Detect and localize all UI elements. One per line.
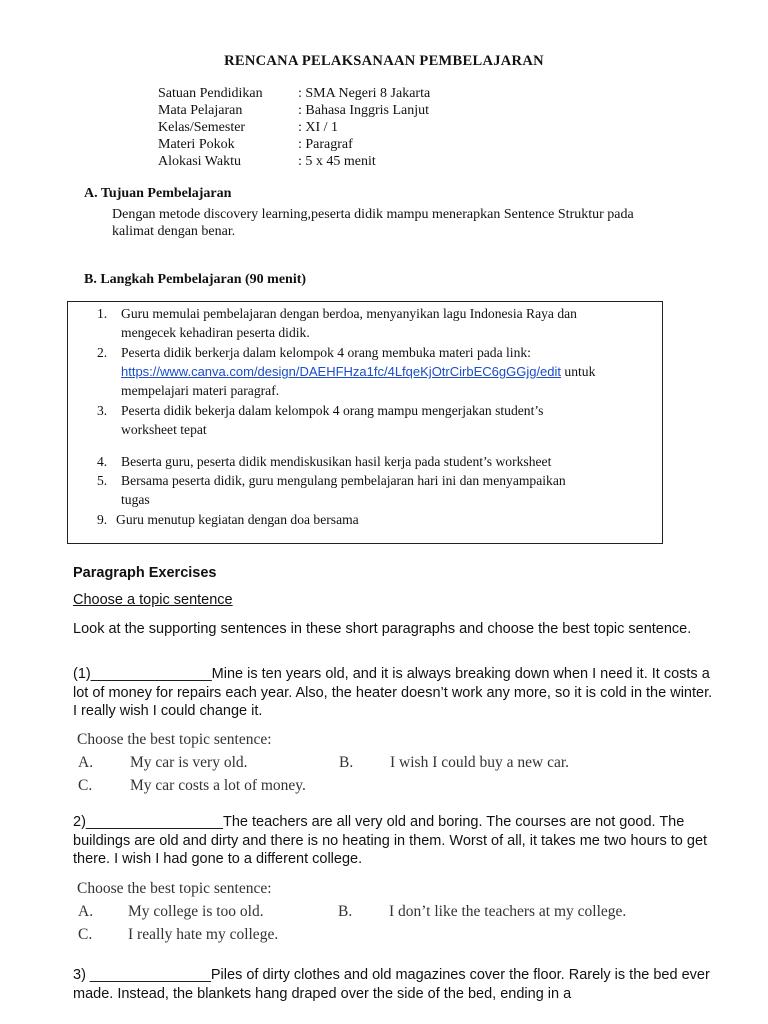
choice-label-b: B.	[338, 903, 353, 920]
steps-box	[67, 301, 663, 544]
choice-label-a: A.	[78, 903, 94, 920]
step-text-line: mengecek kehadiran peserta didik.	[121, 325, 310, 340]
section-a-line-2: kalimat dengan benar.	[112, 224, 236, 239]
info-key: Materi Pokok	[158, 137, 235, 152]
info-value: : 5 x 45 menit	[298, 154, 376, 169]
step-text-line: tugas	[121, 492, 150, 507]
choice-text-b: I wish I could buy a new car.	[390, 754, 570, 771]
choice-prompt: Choose the best topic sentence:	[77, 880, 272, 897]
step-text-line: Peserta didik bekerja dalam kelompok 4 orang mampu mengerjakan student’s	[121, 403, 544, 418]
step-number: 4.	[97, 454, 108, 469]
question-1-choices	[77, 728, 677, 798]
section-b-heading: B. Langkah Pembelajaran (90 menit)	[84, 272, 307, 287]
step-number: 3.	[97, 403, 108, 418]
choice-label-c: C.	[78, 777, 93, 794]
choice-label-a: A.	[78, 754, 94, 771]
question-1-text: (1)_______________Mine is ten years old, and it is always breaking down when I need it. It costs a lot of money for repairs each year. Also, the heater doesn’t work any more, so it is cold in the winter. I really wish I could change it.	[73, 666, 713, 719]
step-number: 2.	[97, 345, 108, 360]
section-a-heading: A. Tujuan Pembelajaran	[84, 186, 232, 201]
step-text-line: Guru menutup kegiatan dengan doa bersama	[116, 512, 359, 527]
step-text-line: mempelajari materi paragraf.	[121, 383, 280, 398]
document-title: RENCANA PELAKSANAAN PEMBELAJARAN	[224, 53, 544, 69]
info-key: Alokasi Waktu	[158, 154, 241, 169]
question-2-text: 2)_________________The teachers are all very old and boring. The courses are not good. The buildings are old and dirty and there is no heating in them. Worst of all, it takes me two hours to get there. I wish I had gone to a different college.	[73, 814, 708, 867]
step-text-line: Beserta guru, peserta didik mendiskusikan hasil kerja pada student’s worksheet	[121, 454, 552, 469]
info-key: Satuan Pendidikan	[158, 86, 263, 101]
info-value: : SMA Negeri 8 Jakarta	[298, 86, 431, 101]
question-2-choices	[77, 877, 697, 947]
section-a-line-1: Dengan metode discovery learning,peserta didik mampu menerapkan Sentence Struktur pada	[112, 207, 634, 222]
info-key: Kelas/Semester	[158, 120, 246, 135]
step-text-line: Peserta didik berkerja dalam kelompok 4 orang membuka materi pada link:	[121, 345, 531, 360]
choice-label-c: C.	[78, 926, 93, 943]
choice-prompt: Choose the best topic sentence:	[77, 731, 272, 748]
step-number: 1.	[97, 306, 108, 321]
choice-text-a: My car is very old.	[130, 754, 248, 771]
choice-text-b: I don’t like the teachers at my college.	[389, 903, 627, 920]
exercises-intro: Look at the supporting sentences in these short paragraphs and choose the best topic sentence.	[73, 621, 692, 637]
step-number: 5.	[97, 473, 108, 488]
exercises-subheading: Choose a topic sentence	[73, 592, 233, 608]
step-number: 9.	[97, 512, 108, 527]
choice-text-a: My college is too old.	[128, 903, 264, 920]
step-link-line	[121, 362, 661, 381]
exercises-heading: Paragraph Exercises	[73, 565, 217, 581]
info-value: : Bahasa Inggris Lanjut	[298, 103, 430, 118]
choice-text-c: My car costs a lot of money.	[130, 777, 306, 794]
info-value: : XI / 1	[298, 120, 339, 135]
step-text-line: Guru memulai pembelajaran dengan berdoa, menyanyikan lagu Indonesia Raya dan	[121, 306, 577, 321]
step-link-suffix: untuk	[561, 364, 596, 379]
info-value: : Paragraf	[298, 137, 353, 152]
info-key: Mata Pelajaran	[158, 103, 243, 118]
step-text-line: Bersama peserta didik, guru mengulang pembelajaran hari ini dan menyampaikan	[121, 473, 566, 488]
canva-link[interactable]: https://www.canva.com/design/DAEHFHza1fc/4LfqeKjOtrCirbEC6gGGjg/edit	[121, 364, 562, 379]
choice-label-b: B.	[339, 754, 354, 771]
step-text-line: worksheet tepat	[121, 422, 207, 437]
choice-text-c: I really hate my college.	[128, 926, 279, 943]
question-3-text: 3) _______________Piles of dirty clothes and old magazines cover the floor. Rarely is the bed ever made. Instead, the blankets hang draped over the side of the bed, ending in a	[73, 967, 710, 1002]
